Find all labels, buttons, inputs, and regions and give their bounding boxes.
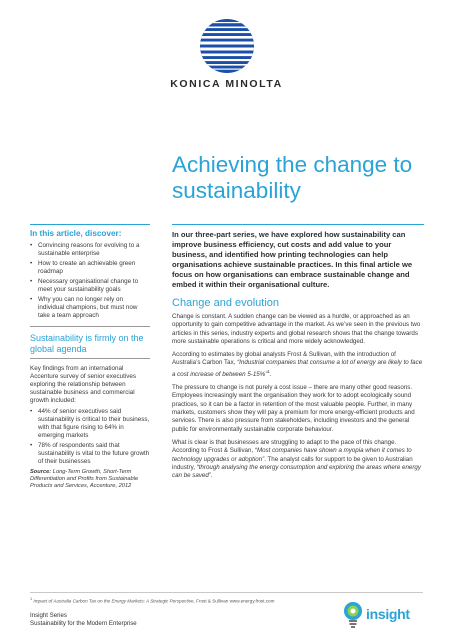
list-item: • Why you can no longer rely on individual champions, but must now take a team approach	[30, 296, 150, 320]
footer-subtitle: Sustainability for the Modern Enterprise	[30, 620, 137, 627]
list-item: • Convincing reasons for evolving to a sustainable enterprise	[30, 242, 150, 258]
article-title: Achieving the change to sustainability	[172, 152, 413, 203]
paragraph-4-end: .	[210, 472, 213, 480]
source-text: Long-Term Growth, Short-Term Differentiation and Profits from Sustainable Products and Services, Accenture, 2012	[30, 469, 139, 490]
section-heading: Change and evolution	[172, 297, 280, 309]
paragraph-3: The pressure to change is not purely a cost issue – there are many other good reasons. Employees increasingly want the organisation they work for to adopt ecologically sound practices, so it can be a factor in retention of the most valuable people. Further, in many markets, customers show they will pay a premium for more energy-efficient products and services. There is also pressure from stakeholders, including investors and the general public for environmentally sustainable corporate behaviour.	[172, 384, 415, 433]
paragraph-2-end: .	[269, 370, 272, 378]
paragraph-4-mid: . The analyst calls for support to be given to Australian industry,	[172, 455, 413, 471]
list-item: • 44% of senior executives said sustainability is critical to their business, with that figure rising to 64% in emerging markets	[30, 408, 150, 440]
paragraph-1: Change is constant. A sudden change can be viewed as a hurdle, or approached as an opportunity to gain competitive advantage in the market. As we’ve seen in the previous two articles in this series, industry experts and global research shows that the change towards more sustainable operations is critical and more widely acknowledged.	[172, 313, 421, 345]
paragraph-2-quote: “Industrial companies that consume a lot of energy are likely to face a cost increase of between 5-15%”	[172, 359, 423, 378]
footnote	[30, 597, 274, 604]
intro-paragraph: In our three-part series, we have explored how sustainability can improve business efficiency, cut costs and add value to your business, and identified how printing technologies can help organisations achieve sustainable practices. In this final article we focus on how organisations can embrace sustainable change and embed it within their organisational culture.	[172, 224, 424, 290]
footnote-rest: Frost & Sullivan www.energy.frost.com	[194, 598, 275, 604]
footnote-rule	[30, 592, 423, 593]
paragraph-2-text: According to estimates by global analysts Frost & Sullivan, with the introduction of Australia’s Carbon Tax,	[172, 351, 396, 367]
box-heading: Sustainability is firmly on the global agenda	[30, 333, 144, 354]
paragraph-4-quote-1: “Most companies have shown a myopia when it comes to technology upgrades or adoption”	[172, 447, 412, 463]
discover-list	[30, 242, 150, 320]
findings-list	[30, 408, 150, 466]
source-label: Source:	[30, 469, 52, 475]
list-item: • How to create an achievable green roadmap	[30, 260, 150, 276]
page-footer	[30, 612, 137, 628]
paragraph-4	[172, 439, 424, 480]
source-citation	[30, 469, 150, 491]
konica-minolta-logo	[0, 18, 453, 90]
list-item: • 78% of respondents said that sustainability is vital to the future growth of their businesses	[30, 442, 150, 466]
box-divider	[30, 358, 150, 359]
footer-series: Insight Series	[30, 612, 67, 619]
logo-wordmark: KONICA MINOLTA	[170, 78, 283, 90]
sidebar	[30, 224, 150, 491]
box-intro: Key findings from an international Accenture survey of senior executives exploring the relationship between sustainable business and commercial growth included:	[30, 365, 137, 404]
sidebar-divider	[30, 326, 150, 327]
footnote-number: 1	[30, 597, 33, 601]
paragraph-2	[172, 351, 424, 379]
lightbulb-icon	[342, 601, 364, 629]
insight-wordmark: insight	[366, 606, 410, 622]
footnote-title: Impact of Australia Carbon Tax on the Energy Markets: A Strategic Perspective,	[33, 598, 195, 604]
paragraph-4-text: What is clear is that businesses are struggling to adapt to the pace of this change. According to Frost & Sullivan,	[172, 438, 397, 455]
paragraph-4-quote-2: “through analysing the energy consumption and exploring the areas where energy can be saved”	[172, 463, 421, 480]
footnote-ref: 1	[267, 368, 270, 374]
insight-badge	[342, 601, 428, 629]
list-item: • Necessary organisational change to meet your sustainability goals	[30, 278, 150, 294]
globe-logo-icon	[199, 18, 255, 74]
sidebar-heading: In this article, discover:	[30, 224, 150, 238]
main-column	[172, 224, 424, 485]
